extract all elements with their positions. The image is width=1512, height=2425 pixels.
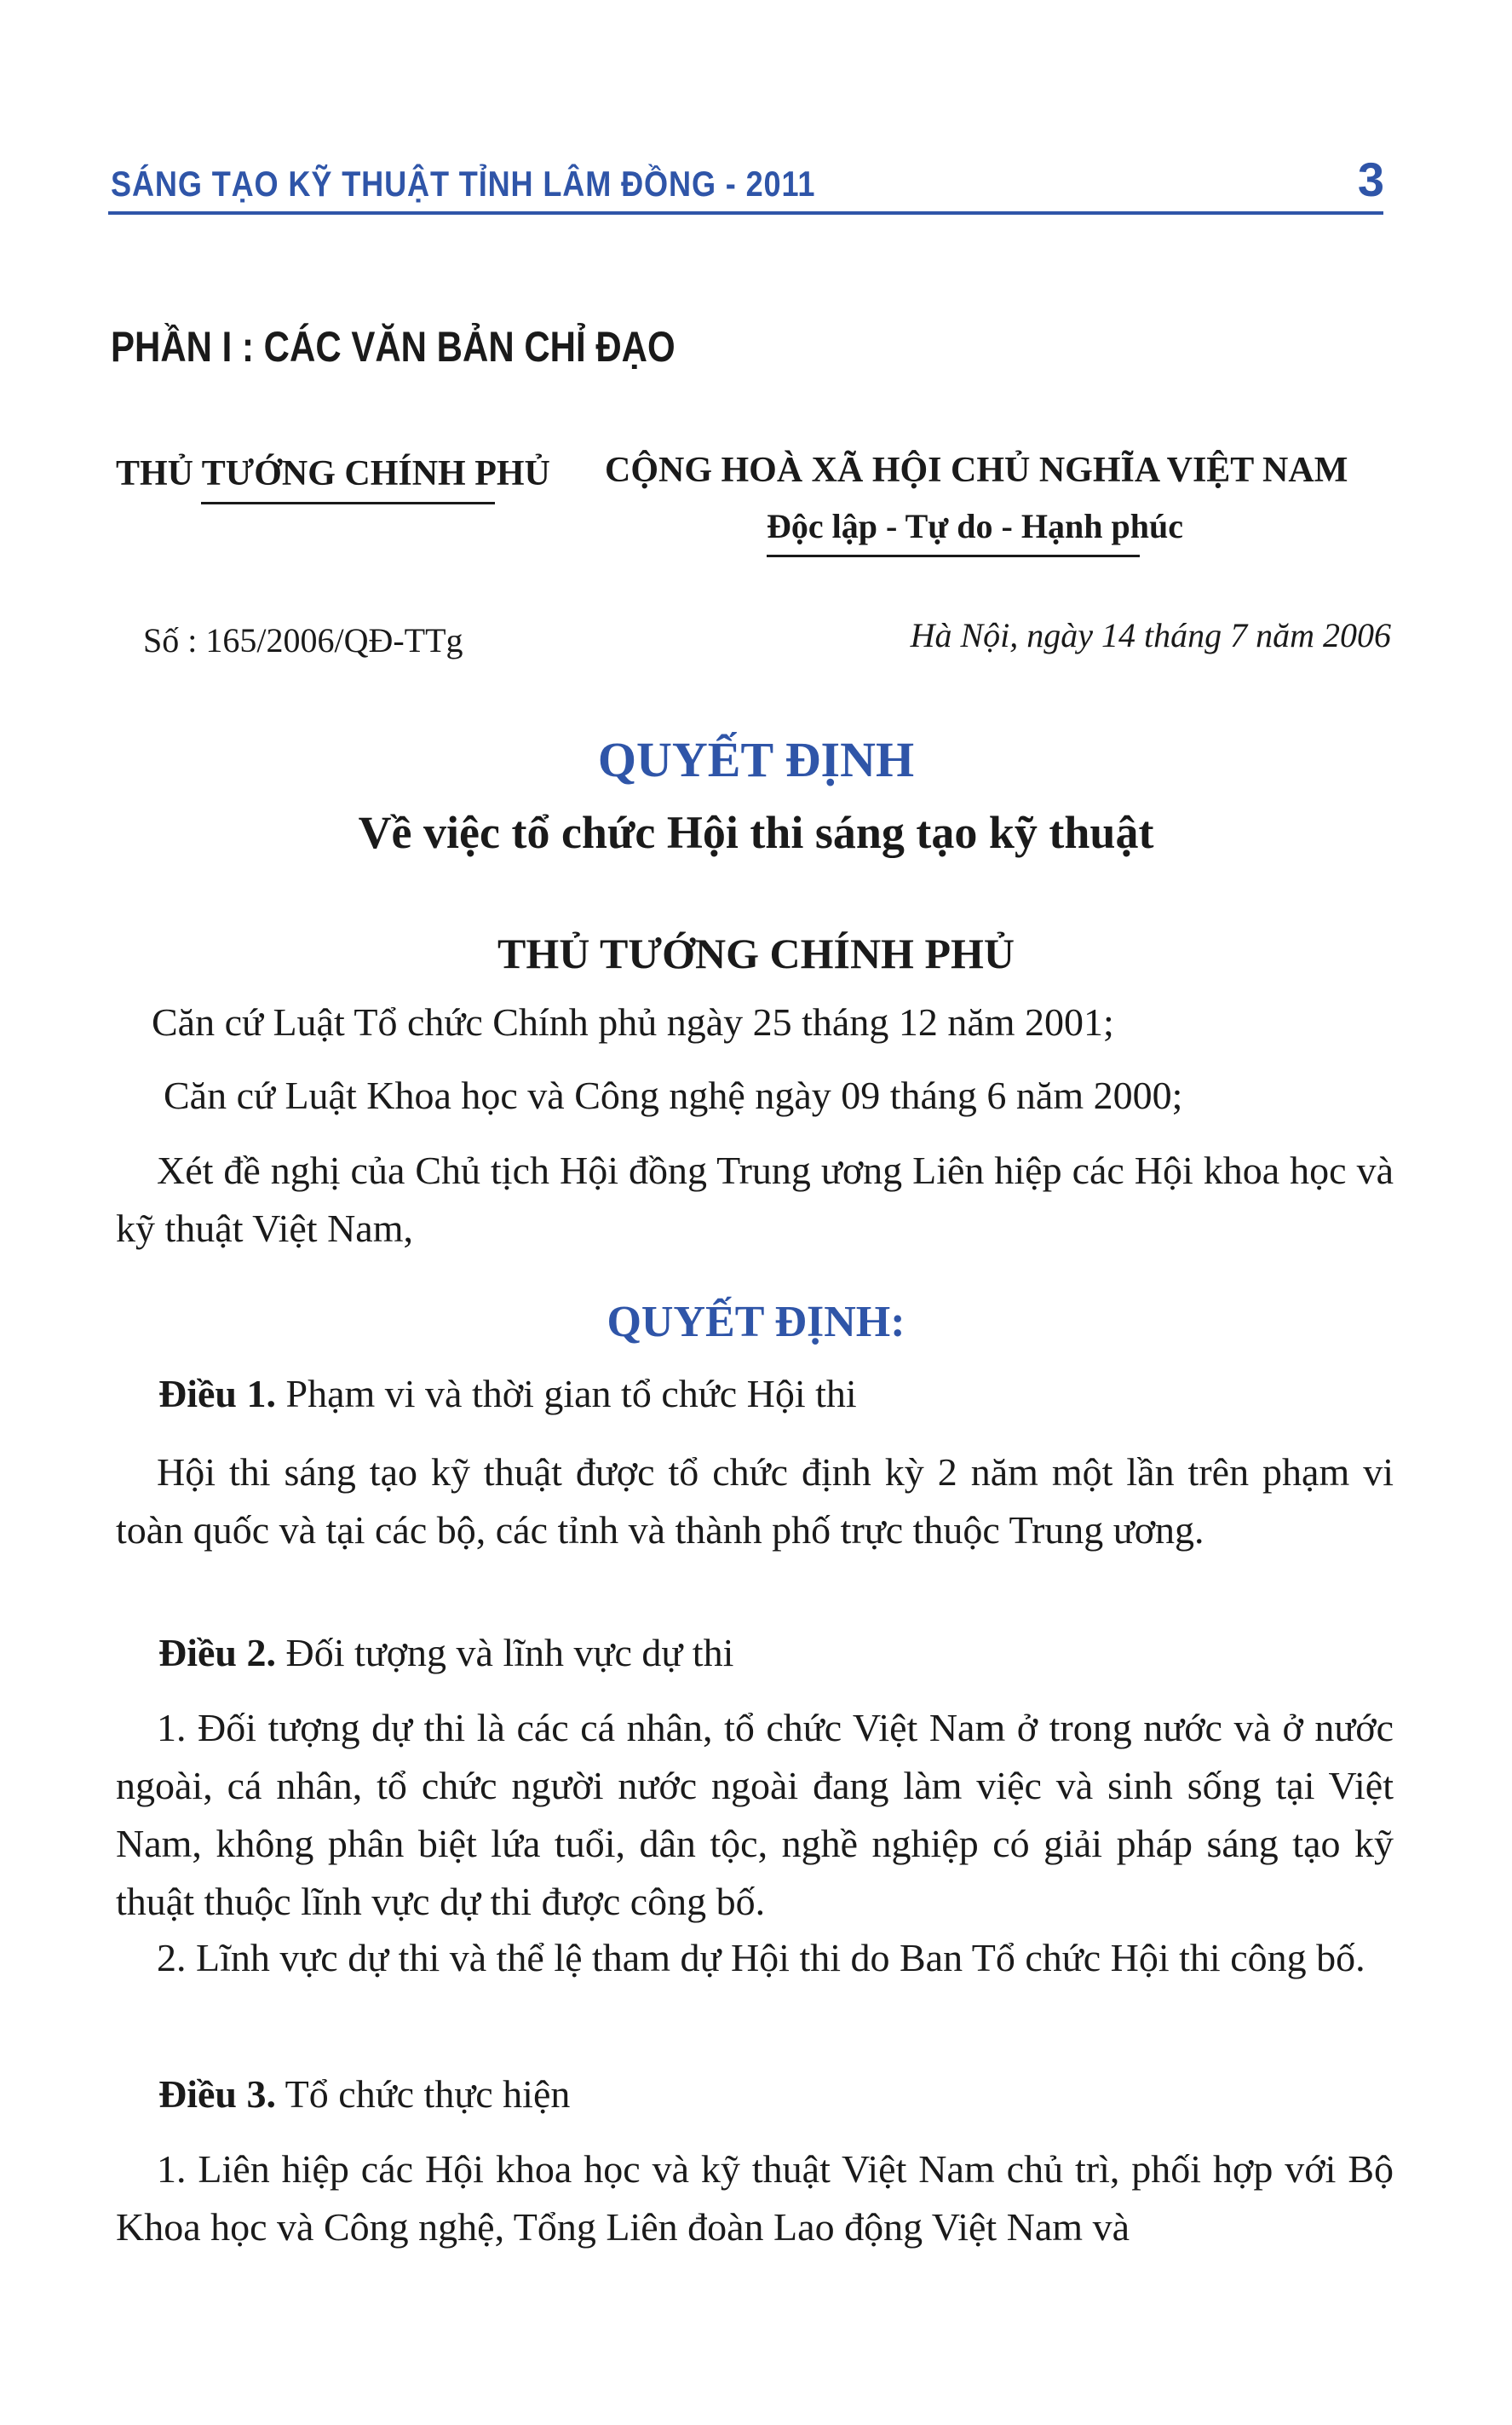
page-number: 3 [1357, 153, 1384, 206]
article-2-label: Điều 2. [158, 1631, 276, 1674]
legal-basis-3: Xét đề nghị của Chủ tịch Hội đồng Trung ương Liên hiệp các Hội khoa học và kỹ thuật Việt Nam, [116, 1149, 1394, 1250]
running-header-title: SÁNG TẠO KỸ THUẬT TỈNH LÂM ĐỒNG - 2011 [111, 164, 816, 204]
issuer-name: THỦ TƯỚNG CHÍNH PHỦ [116, 454, 550, 493]
article-1-title: Phạm vi và thời gian tổ chức Hội thi [285, 1372, 857, 1415]
header-rule [108, 211, 1383, 215]
article-2-heading [158, 1624, 733, 1682]
article-1-label: Điều 1. [158, 1372, 276, 1415]
decides-heading: QUYẾT ĐỊNH: [607, 1298, 905, 1346]
article-2-paragraph-2: 2. Lĩnh vực dự thi và thể lệ tham dự Hội thi do Ban Tổ chức Hội thi công bố. [157, 1936, 1365, 1979]
document-number: Số : 165/2006/QĐ-TTg [143, 621, 463, 660]
decision-subtitle: Về việc tổ chức Hội thi sáng tạo kỹ thuật [358, 807, 1154, 858]
article-3-paragraph-1: 1. Liên hiệp các Hội khoa học và kỹ thuật Việt Nam chủ trì, phối hợp với Bộ Khoa học và Công nghệ, Tổng Liên đoàn Lao động Việt Nam và [116, 2147, 1394, 2249]
motto-underline [767, 555, 1140, 557]
national-motto: Độc lập - Tự do - Hạnh phúc [767, 507, 1183, 545]
legal-basis-1: Căn cứ Luật Tổ chức Chính phủ ngày 25 tháng 12 năm 2001; [152, 1000, 1114, 1044]
nation-name: CỘNG HOÀ XÃ HỘI CHỦ NGHĨA VIỆT NAM [605, 451, 1348, 490]
article-2-title: Đối tượng và lĩnh vực dự thi [285, 1631, 734, 1674]
place-and-date: Hà Nội, ngày 14 tháng 7 năm 2006 [910, 616, 1391, 654]
issuing-authority: THỦ TƯỚNG CHÍNH PHỦ [497, 930, 1015, 977]
part-heading: PHẦN I : CÁC VĂN BẢN CHỈ ĐẠO [111, 323, 676, 371]
article-3-title: Tổ chức thực hiện [285, 2072, 571, 2116]
article-3-label: Điều 3. [158, 2072, 276, 2116]
article-1-paragraph-1: Hội thi sáng tạo kỹ thuật được tổ chức định kỳ 2 năm một lần trên phạm vi toàn quốc và tại các bộ, các tỉnh và thành phố trực thuộc Trung ương. [116, 1450, 1394, 1552]
legal-basis-2: Căn cứ Luật Khoa học và Công nghệ ngày 09 tháng 6 năm 2000; [164, 1074, 1183, 1117]
article-1-heading [158, 1365, 857, 1423]
decision-title: QUYẾT ĐỊNH [597, 732, 915, 787]
article-2-paragraph-1: 1. Đối tượng dự thi là các cá nhân, tổ chức Việt Nam ở trong nước và ở nước ngoài, cá nhân, tổ chức người nước ngoài đang làm việc và sinh sống tại Việt Nam, không phân biệt lứa tuổi, dân tộc, nghề nghiệp có giải pháp sáng tạo kỹ thuật thuộc lĩnh vực dự thi được công bố. [116, 1706, 1394, 1923]
article-3-heading [158, 2065, 570, 2123]
issuer-underline [201, 502, 495, 504]
